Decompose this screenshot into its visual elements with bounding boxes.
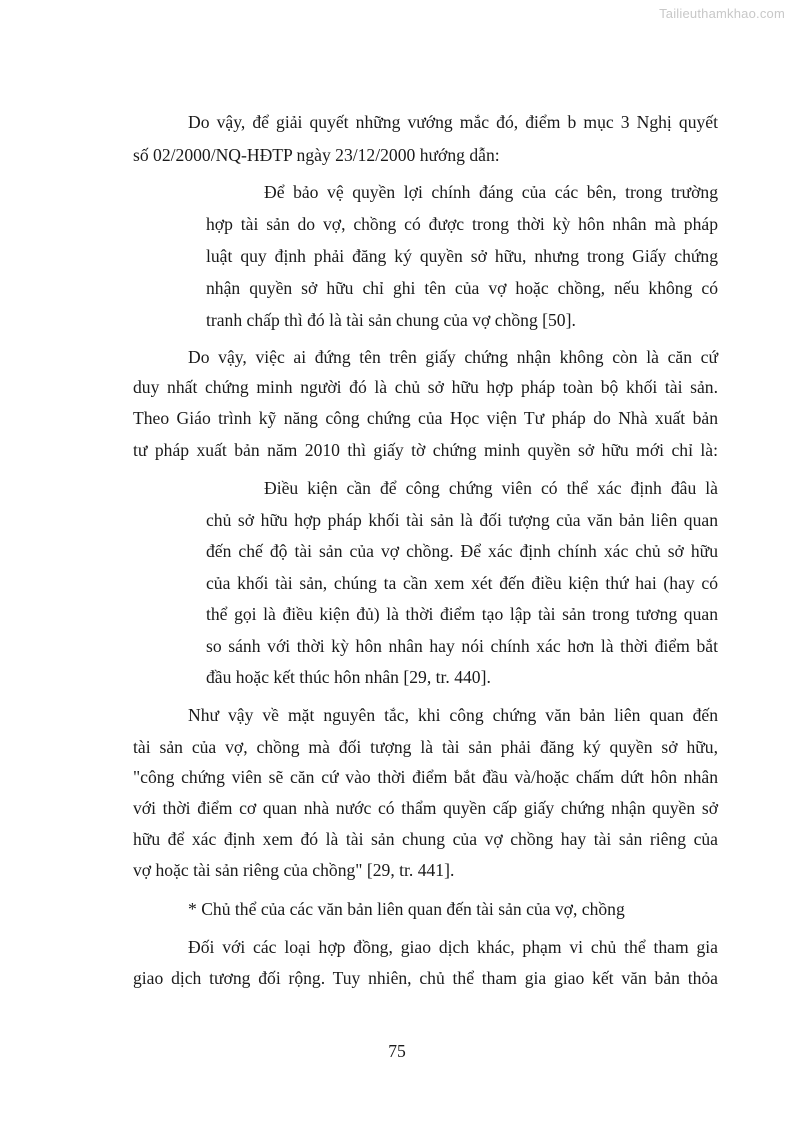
quote-line: của khối tài sản, chúng ta cần xem xét đến điều kiện thứ hai (hay có (206, 573, 718, 593)
paragraph-line: Do vậy, để giải quyết những vướng mắc đó, điểm b mục 3 Nghị quyết (188, 112, 718, 132)
paragraph-line: hữu để xác định xem đó là tài sản chung của vợ chồng hay tài sản riêng của (133, 829, 718, 849)
paragraph-line: Đối với các loại hợp đồng, giao dịch khác, phạm vi chủ thể tham gia (188, 937, 718, 957)
paragraph-line: Theo Giáo trình kỹ năng công chứng của Học viện Tư pháp do Nhà xuất bản (133, 408, 718, 428)
quote-line: chủ sở hữu hợp pháp khối tài sản là đối tượng của văn bản liên quan (206, 510, 718, 530)
quote-line: tranh chấp thì đó là tài sản chung của vợ chồng [50]. (206, 310, 576, 330)
quote-line: đầu hoặc kết thúc hôn nhân [29, tr. 440]. (206, 667, 491, 687)
quote-line: so sánh với thời kỳ hôn nhân hay nói chính xác hơn là thời điểm bắt (206, 636, 718, 656)
paragraph-line: tài sản của vợ, chồng mà đối tượng là tài sản phải đăng ký quyền sở hữu, (133, 737, 718, 757)
quote-line: hợp tài sản do vợ, chồng có được trong thời kỳ hôn nhân mà pháp (206, 214, 718, 234)
paragraph-line: Như vậy về mặt nguyên tắc, khi công chứng văn bản liên quan đến (188, 705, 718, 725)
quote-line: đến chế độ tài sản của vợ chồng. Để xác định chính xác chủ sở hữu (206, 541, 718, 561)
paragraph-line: số 02/2000/NQ-HĐTP ngày 23/12/2000 hướng dẫn: (133, 145, 500, 165)
quote-line: Để bảo vệ quyền lợi chính đáng của các bên, trong trường (264, 182, 718, 202)
section-heading: * Chủ thể của các văn bản liên quan đến tài sản của vợ, chồng (188, 899, 625, 919)
paragraph-line: với thời điểm cơ quan nhà nước có thẩm quyền cấp giấy chứng nhận quyền sở (133, 798, 718, 818)
quote-line: Điều kiện cần để công chứng viên có thể xác định đâu là (264, 478, 718, 498)
quote-line: luật quy định phải đăng ký quyền sở hữu, nhưng trong Giấy chứng (206, 246, 718, 266)
quote-line: nhận quyền sở hữu chỉ ghi tên của vợ hoặc chồng, nếu không có (206, 278, 718, 298)
watermark: Tailieuthamkhao.com (659, 6, 785, 21)
page-number: 75 (388, 1041, 406, 1061)
paragraph-line: duy nhất chứng minh người đó là chủ sở hữu hợp pháp toàn bộ khối tài sản. (133, 377, 718, 397)
paragraph-line: Do vậy, việc ai đứng tên trên giấy chứng nhận không còn là căn cứ (188, 347, 718, 367)
paragraph-line: "công chứng viên sẽ căn cứ vào thời điểm bắt đầu và/hoặc chấm dứt hôn nhân (133, 767, 718, 787)
paragraph-line: vợ hoặc tài sản riêng của chồng" [29, tr. 441]. (133, 860, 455, 880)
quote-line: thể gọi là điều kiện đủ) là thời điểm tạo lập tài sản trong tương quan (206, 604, 718, 624)
paragraph-line: giao dịch tương đối rộng. Tuy nhiên, chủ thể tham gia giao kết văn bản thỏa (133, 968, 718, 988)
paragraph-line: tư pháp xuất bản năm 2010 thì giấy tờ chứng minh quyền sở hữu mới chỉ là: (133, 440, 718, 460)
